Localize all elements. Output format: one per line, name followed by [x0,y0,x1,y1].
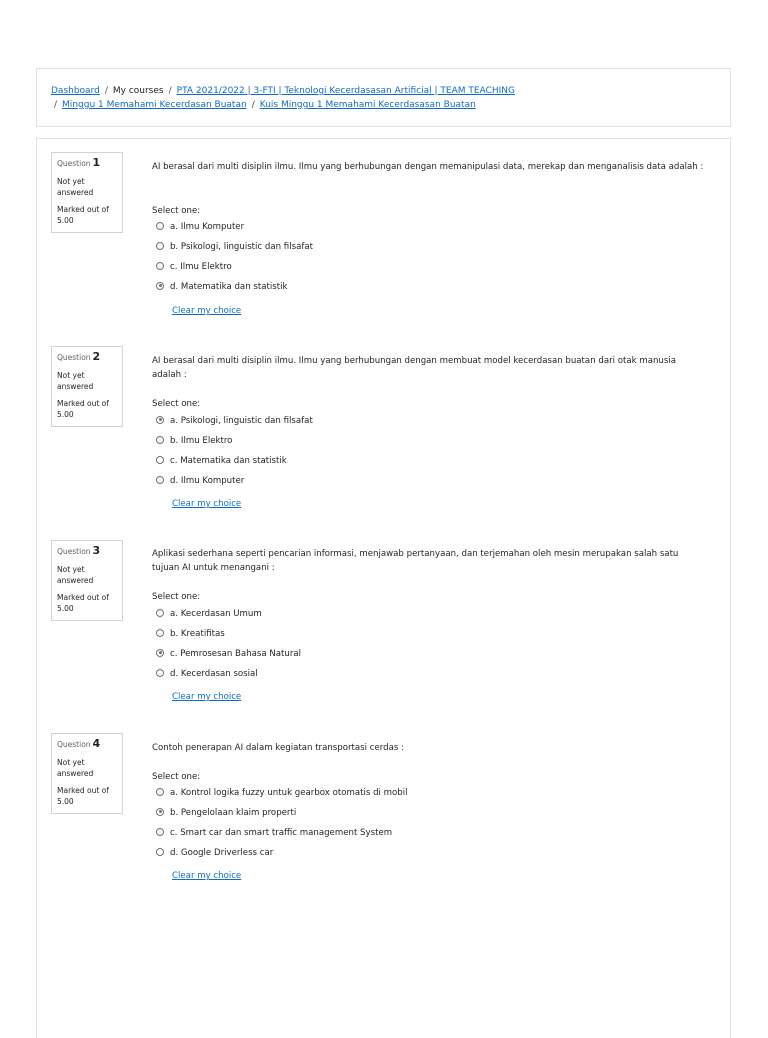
question-info [51,152,123,233]
radio-button[interactable] [156,242,164,250]
clear-choice-link[interactable]: Clear my choice [172,306,242,316]
option-label: c. Matematika dan statistik [170,456,287,466]
breadcrumb-line-2 [54,98,476,112]
question-info [51,540,123,621]
radio-button[interactable] [156,456,164,464]
option-label: d. Google Driverless car [170,848,274,858]
answer-option-c[interactable] [156,648,301,660]
clear-choice-link[interactable]: Clear my choice [172,871,242,881]
select-one-label: Select one: [152,592,201,602]
breadcrumb-dashboard-link[interactable]: Dashboard [51,86,100,96]
answer-option-d[interactable] [156,668,258,680]
answer-option-a[interactable] [156,221,244,233]
radio-button[interactable] [156,629,164,637]
option-label: c. Ilmu Elektro [170,262,232,272]
breadcrumb-my-courses: My courses [112,86,164,96]
answer-option-d[interactable] [156,847,273,859]
option-label: d. Matematika dan statistik [170,282,288,292]
option-label: c. Pemrosesan Bahasa Natural [170,649,302,659]
question-text: Contoh penerapan AI dalam kegiatan transportasi cerdas : [152,743,404,753]
radio-button[interactable] [156,848,164,856]
option-label: d. Ilmu Komputer [170,476,245,486]
option-label: b. Pengelolaan klaim properti [170,808,297,818]
answer-option-d[interactable] [156,475,244,487]
option-label: c. Smart car dan smart traffic management System [170,828,393,838]
radio-button-selected[interactable] [156,649,164,657]
quiz-content [36,138,731,1038]
option-label: d. Kecerdasan sosial [170,669,258,679]
answer-option-c[interactable] [156,261,232,273]
breadcrumb-section-link[interactable]: Minggu 1 Memahami Kecerdasan Buatan [62,100,247,110]
radio-button-selected[interactable] [156,282,164,290]
breadcrumb-separator: / [54,100,58,110]
breadcrumb-separator: / [168,86,172,96]
answer-option-d[interactable] [156,281,287,293]
radio-button[interactable] [156,669,164,677]
option-label: a. Kontrol logika fuzzy untuk gearbox otomatis di mobil [170,788,408,798]
answer-option-c[interactable] [156,827,392,839]
option-label: b. Psikologi, linguistic dan filsafat [170,242,314,252]
breadcrumb-course-link[interactable]: PTA 2021/2022 | 3-FTI | Teknologi Kecerdasasan Artificial | TEAM TEACHING [176,86,515,96]
option-label: a. Kecerdasan Umum [170,609,262,619]
question-grade: Marked out of 5.00 [57,205,109,225]
question-grade: Marked out of 5.00 [57,786,109,806]
radio-button[interactable] [156,222,164,230]
question-text: AI berasal dari multi disiplin ilmu. Ilmu yang berhubungan dengan membuat model kecerdasan buatan dari otak manusia adalah : [152,356,677,380]
breadcrumb-separator: / [104,86,108,96]
question-info [51,346,123,427]
select-one-label: Select one: [152,772,201,782]
answer-option-a[interactable] [156,608,262,620]
question-number: Question 2 [57,350,101,363]
option-label: b. Kreatifitas [170,629,225,639]
question-state: Not yet answered [57,177,94,197]
question-state: Not yet answered [57,565,94,585]
question-number: Question 3 [57,544,101,557]
question-state: Not yet answered [57,371,94,391]
breadcrumb-separator: / [251,100,255,110]
select-one-label: Select one: [152,399,201,409]
radio-button[interactable] [156,262,164,270]
select-one-label: Select one: [152,206,201,216]
answer-option-b[interactable] [156,241,313,253]
option-label: a. Ilmu Komputer [170,222,245,232]
question-grade: Marked out of 5.00 [57,399,109,419]
answer-option-a[interactable] [156,787,408,799]
radio-button[interactable] [156,436,164,444]
radio-button[interactable] [156,828,164,836]
breadcrumb-quiz-link[interactable]: Kuis Minggu 1 Memahami Kecerdasasan Buatan [259,100,476,110]
radio-button[interactable] [156,609,164,617]
question-text: Aplikasi sederhana seperti pencarian informasi, menjawab pertanyaan, dan terjemahan oleh mesin merupakan salah satu tujuan AI untuk menangani : [152,549,679,573]
question-number: Question 1 [57,156,101,169]
question-state: Not yet answered [57,758,94,778]
question-number: Question 4 [57,737,101,750]
answer-option-a[interactable] [156,415,313,427]
breadcrumb-line-1 [51,84,515,98]
option-label: b. Ilmu Elektro [170,436,233,446]
answer-option-c[interactable] [156,455,287,467]
question-text: AI berasal dari multi disiplin ilmu. Ilmu yang berhubungan dengan memanipulasi data, merekap dan menganalisis data adalah : [152,162,704,172]
clear-choice-link[interactable]: Clear my choice [172,692,242,702]
radio-button-selected[interactable] [156,808,164,816]
question-info [51,733,123,814]
radio-button-selected[interactable] [156,416,164,424]
radio-button[interactable] [156,788,164,796]
question-grade: Marked out of 5.00 [57,593,109,613]
breadcrumb [36,68,731,127]
radio-button[interactable] [156,476,164,484]
answer-option-b[interactable] [156,628,225,640]
answer-option-b[interactable] [156,435,232,447]
option-label: a. Psikologi, linguistic dan filsafat [170,416,313,426]
clear-choice-link[interactable]: Clear my choice [172,499,242,509]
answer-option-b[interactable] [156,807,296,819]
